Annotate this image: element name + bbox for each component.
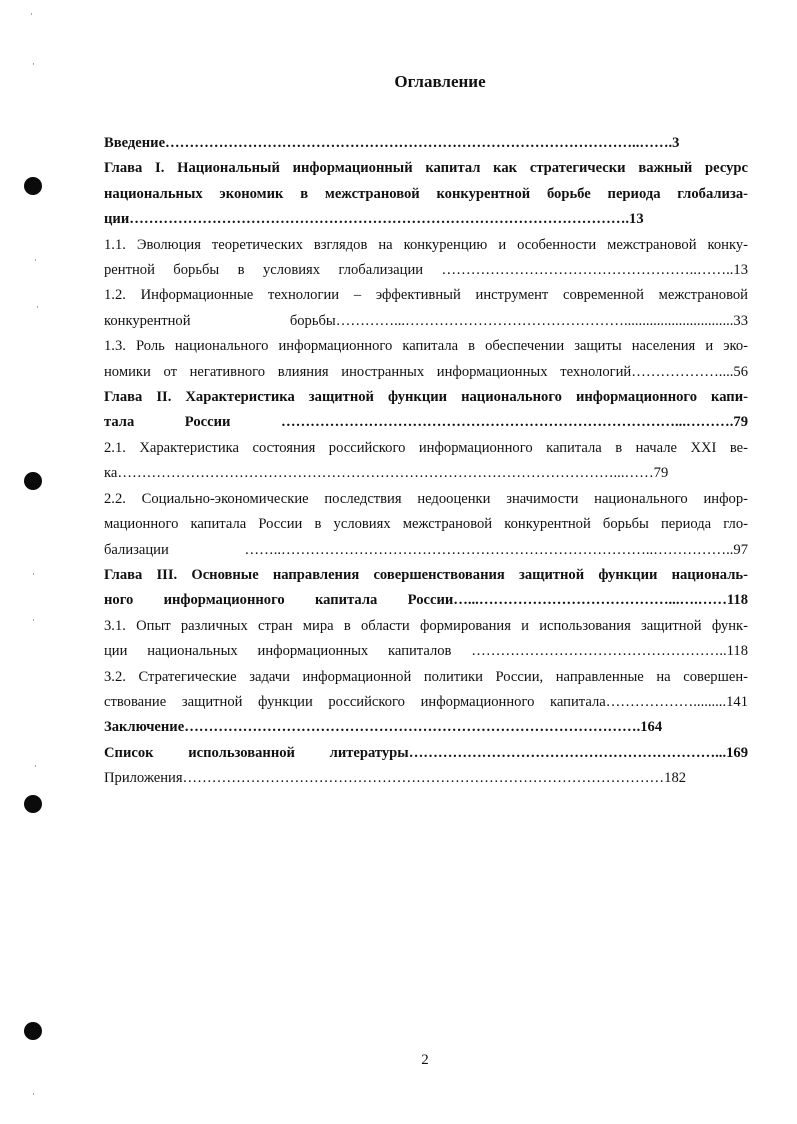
binder-hole-mark [24,795,42,813]
binder-hole-mark [24,472,42,490]
page-title: Оглавление [394,72,486,91]
scan-speck: · [32,1090,35,1100]
toc-line: ка…………………………………………………………………………………………...……79 [104,465,669,482]
toc-line: 1.2. Информационные технологии – эффективный инструмент современной межстрановой [104,287,748,304]
scan-speck: · [36,303,39,313]
scan-speck: · [32,60,35,70]
scan-speck: · [34,762,37,772]
toc-line: рентной борьбы в условиях глобализации ……………………………………………..……..13 [104,262,748,279]
toc-line: ции национальных информационных капиталов ……………………………………………..118 [104,643,748,660]
toc-line: Заключение………………………………………………………………………………….164 [104,719,663,736]
toc-line: Глава II. Характеристика защитной функции национального информационного капи- [104,389,748,406]
toc-line: ного информационного капитала России…...…………………………………...….……118 [104,592,748,609]
toc-line: Приложения………………………………………………………………………………………182 [104,770,687,787]
toc-line: 2.1. Характеристика состояния российского информационного капитала в начале XXI ве- [104,439,748,456]
toc-line: 1.1. Эволюция теоретических взглядов на конкуренцию и особенности межстрановой конку- [104,236,748,253]
toc-line: тала России ………………………………………………………………………...……….79 [104,414,748,431]
scan-speck: · [32,616,35,626]
toc-line: бализации ……..…………………………………………………………………..……………..97 [104,541,748,558]
scan-speck: · [32,570,35,580]
toc-line: Глава III. Основные направления совершенствования защитной функции националь- [104,566,748,583]
toc-line: ции………………………………………………………………………………………….13 [104,211,644,228]
toc-line: национальных экономик в межстрановой конкурентной борьбе периода глобализа- [104,185,748,202]
toc-line: 3.2. Стратегические задачи информационной политики России, направленные на совершен- [104,668,748,685]
binder-hole-mark [24,1022,42,1040]
table-of-contents [104,131,748,792]
binder-hole-mark [24,177,42,195]
toc-line: конкурентной борьбы…………...………………………………………..............................33 [104,312,748,329]
toc-line: мационного капитала России в условиях межстрановой конкурентной борьбы периода гло- [104,516,748,533]
toc-line: 2.2. Социально-экономические последствия недооценки значимости национального инфор- [104,490,748,507]
scan-speck: · [34,256,37,266]
toc-line: Список использованной литературы………………………………………………………...169 [104,744,748,761]
page-number: 2 [421,1052,429,1068]
toc-line: 3.1. Опыт различных стран мира в области формирования и использования защитной функ- [104,617,748,634]
scan-speck: · [30,10,33,20]
toc-line: ствование защитной функции российского информационного капитала……………….........141 [104,693,748,710]
toc-line: Введение……………………………………………………………………………………..…….3 [104,135,680,151]
toc-line: Глава I. Национальный информационный капитал как стратегически важный ресурс [104,160,748,177]
toc-line: номики от негативного влияния иностранных информационных технологий………………....56 [104,363,748,380]
toc-line: 1.3. Роль национального информационного капитала в обеспечении защиты населения и эко- [104,338,748,355]
